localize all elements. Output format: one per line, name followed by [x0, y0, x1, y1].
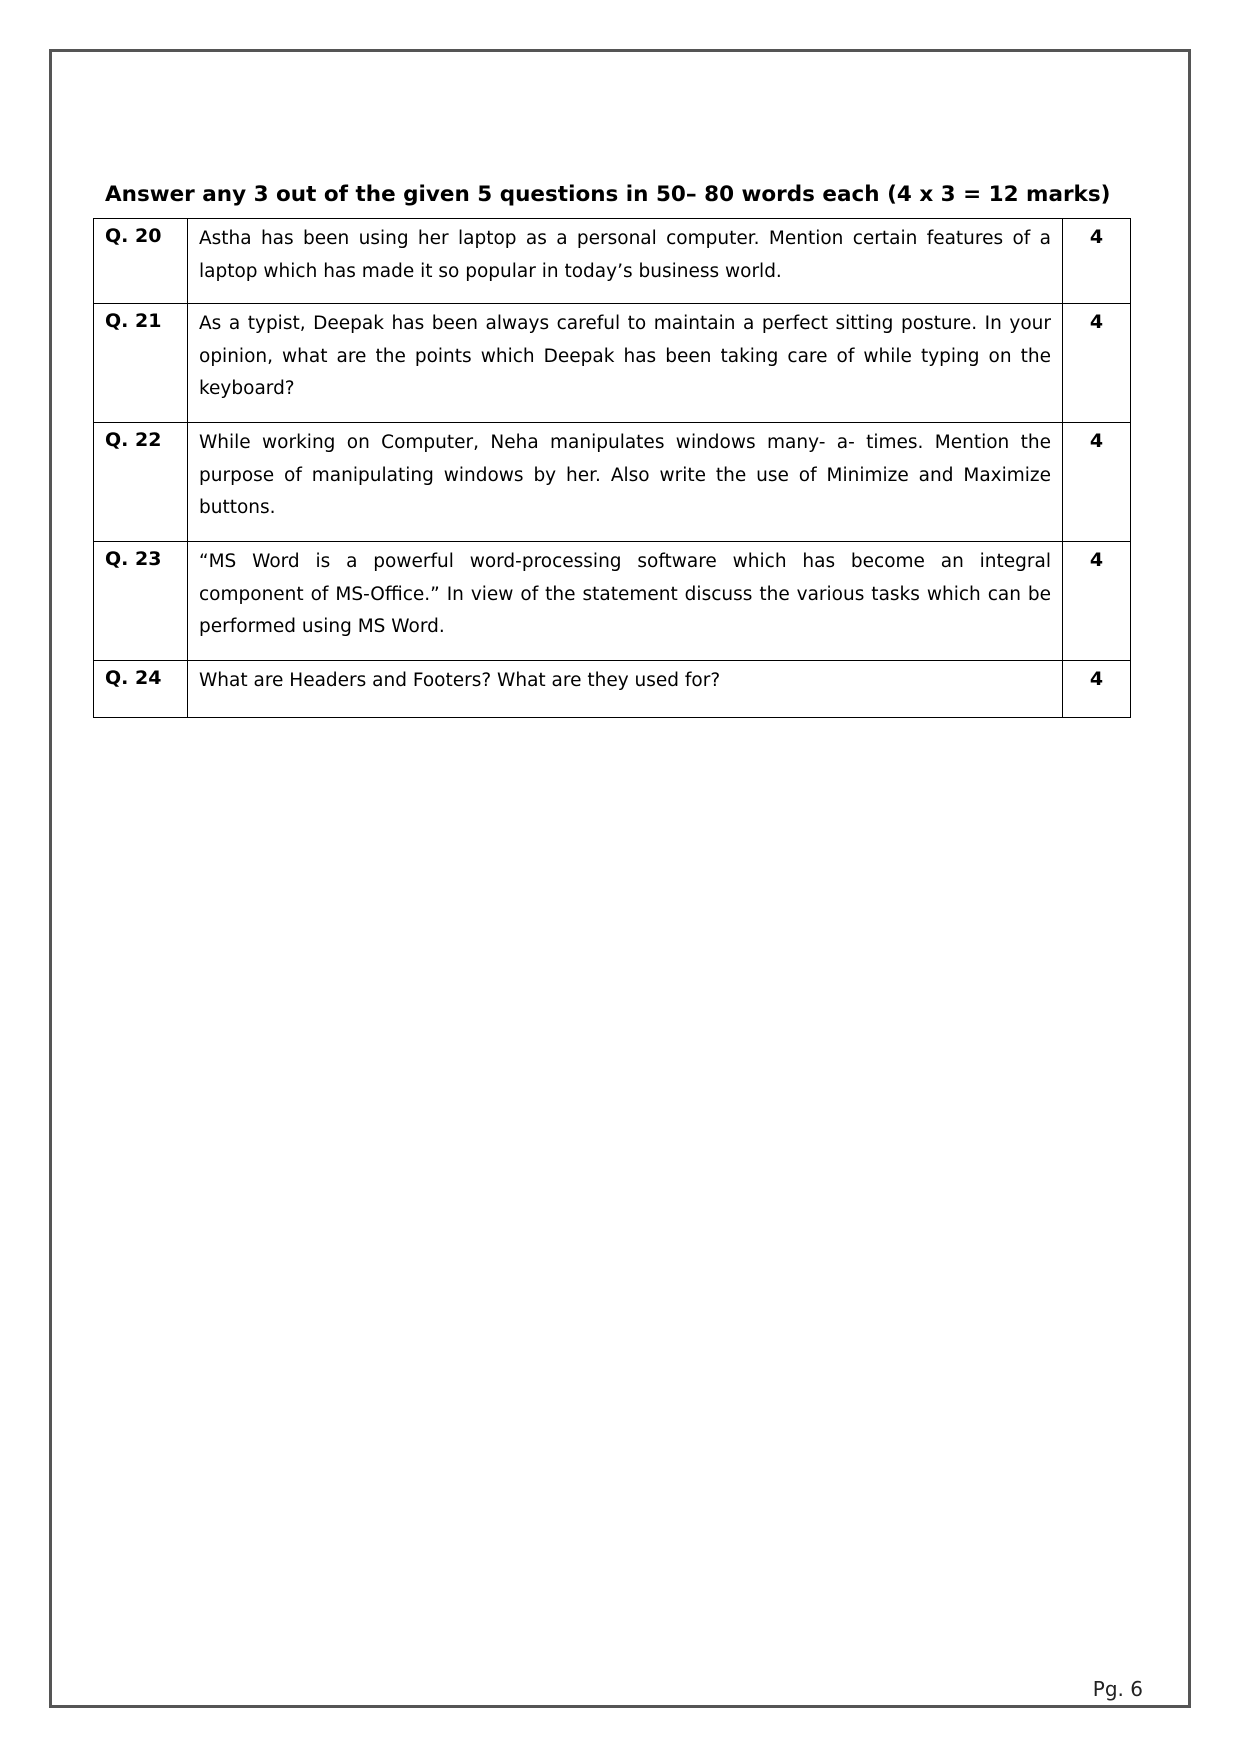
question-number: Q. 24 — [94, 661, 188, 718]
question-text: “MS Word is a powerful word-processing software which has become an integral component of MS-Office.” In view of the statement discuss the various tasks which can be performed using MS Word. — [188, 542, 1063, 661]
question-marks: 4 — [1063, 661, 1131, 718]
question-text: While working on Computer, Neha manipulates windows many- a- times. Mention the purpose of manipulating windows by her. Also write the use of Minimize and Maximize buttons. — [188, 423, 1063, 542]
question-number: Q. 21 — [94, 304, 188, 423]
section-heading: Answer any 3 out of the given 5 questions in 50– 80 words each (4 x 3 = 12 marks) — [105, 182, 1111, 207]
questions-table — [93, 218, 1131, 718]
question-number: Q. 20 — [94, 219, 188, 304]
question-text: What are Headers and Footers? What are they used for? — [188, 661, 1063, 718]
page-number: Pg. 6 — [1092, 1677, 1143, 1701]
question-marks: 4 — [1063, 304, 1131, 423]
question-marks: 4 — [1063, 542, 1131, 661]
question-number: Q. 22 — [94, 423, 188, 542]
question-row — [94, 542, 1131, 661]
question-text: Astha has been using her laptop as a personal computer. Mention certain features of a laptop which has made it so popular in today’s business world. — [188, 219, 1063, 304]
question-row — [94, 661, 1131, 718]
question-marks: 4 — [1063, 423, 1131, 542]
question-number: Q. 23 — [94, 542, 188, 661]
question-row — [94, 219, 1131, 304]
question-marks: 4 — [1063, 219, 1131, 304]
question-text: As a typist, Deepak has been always careful to maintain a perfect sitting posture. In your opinion, what are the points which Deepak has been taking care of while typing on the keyboard? — [188, 304, 1063, 423]
question-row — [94, 423, 1131, 542]
question-row — [94, 304, 1131, 423]
